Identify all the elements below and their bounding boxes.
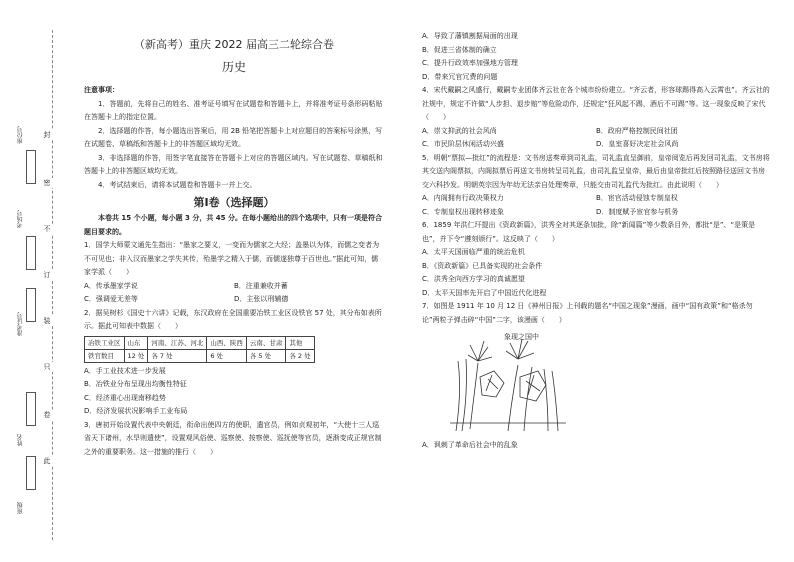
option-a[interactable]: A．导致了藩镇割据局面的出现 <box>422 32 518 40</box>
question-7 <box>422 300 770 453</box>
exam-room-box[interactable] <box>26 236 36 270</box>
notice-heading: 注意事项： <box>84 86 119 94</box>
subject-title: 历史 <box>221 60 246 74</box>
option-c[interactable]: C．专制皇权出现转移迹象 <box>422 207 504 216</box>
option-d[interactable]: D．经济发展状况影响手工业布局 <box>84 407 188 415</box>
option-d[interactable]: D．太平天国率先开启了中国近代化进程 <box>422 288 547 297</box>
question-stem: 7．如图是 1911 年 10 月 12 日《神州日报》上刊载的题名“中国之现象”漫画，画中“国有政策”和“格杀勿论”两粒子弹击碎“中国”二字，该漫画（ ） <box>422 302 753 324</box>
cartoon-image <box>448 331 568 435</box>
option-d[interactable]: D．主张以刑辅德 <box>234 295 289 303</box>
seal-char: 装 <box>40 316 54 326</box>
class-box[interactable] <box>26 456 36 490</box>
option-b[interactable]: B．政府严格控制民间社团 <box>596 126 678 135</box>
admission-number-label: 准考证号 <box>17 312 24 336</box>
answer-options <box>422 125 770 152</box>
question-stem: 6．1859 年洪仁玕提出《资政新篇》，洪秀全对其逐条加批，除“新闻篇”等少数条目外，都批“是”、“是策是也”，并下令“遵刻颁行”。这反映了（ ） <box>422 221 756 243</box>
question-stem: 4．宋代戴嗣之风盛行，戴嗣专业团体齐云社在各个城市纷纷建立。“齐云者，形容球踢得高入云霄也”。齐云社的社规中，规定不许做“人步担、退步赔”等危险动作，还规定“狂风起不踢，酒后不可踢”等。这一现象反映了宋代（ ） <box>422 86 770 121</box>
option-c[interactable]: C．强调爱无差等 <box>84 295 138 303</box>
seal-char: 卷 <box>40 410 54 420</box>
option-a[interactable]: A．太平天国面临严重的统治危机 <box>422 248 525 256</box>
option-b[interactable]: B．促进三省体制的确立 <box>422 45 497 54</box>
question-stem: 5．明朝“票拟—批红”的流程是：文书房送奏章到司礼监，司礼监直呈御前，皇帝阅览后再发回司礼监，文书房将其交送内阁票拟，内阁拟票后再送文书房转呈司礼监，由司礼监呈皇帝，最后由皇帝批红后按照路径送回文书房交六科抄发。明朝英宗因为年幼无法亲自处理奏章，只能交由司礼监代为批红。由此说明（ ） <box>422 153 770 189</box>
admission-number-box[interactable] <box>26 288 36 322</box>
answer-options <box>84 280 384 307</box>
binding-margin <box>0 0 70 562</box>
question-1 <box>84 239 384 307</box>
question-stem: 1．国学大师蒙文通先生指出：“墨家之要义，一变而为儒家之大经；盖墨以为体，而儒之变者为不可见也；非入汉而墨家之学失其传，殆墨学之精入于儒，而儒遂独尊于百世也。”据此可知，儒家学派（ ） <box>84 241 380 276</box>
option-c[interactable]: C．经济重心出现南移趋势 <box>84 393 166 402</box>
option-a[interactable]: A．手工业技术进一步发展 <box>84 366 166 375</box>
option-c[interactable]: C．市民阶层休闲活动兴盛 <box>422 140 504 148</box>
iron-office-table <box>84 336 315 363</box>
option-b[interactable]: B．注重兼收并蓄 <box>234 281 288 290</box>
question-3 <box>84 419 384 460</box>
table-row <box>85 336 315 349</box>
part1-intro: 本卷共 15 个小题，每小题 3 分，共 45 分。在每小题给出的四个选项中，只有一项是符合题目要求的。 <box>84 214 382 236</box>
option-c[interactable]: C．洪秀全向西方学习的真诚愿望 <box>422 275 525 283</box>
table-row <box>85 349 315 362</box>
seat-number-box[interactable] <box>26 150 36 184</box>
table-cell: 云南、甘肃 <box>246 336 286 349</box>
answer-options <box>422 192 770 219</box>
table-cell: 各 2 处 <box>286 349 314 362</box>
table-cell: 河南、江苏、河北 <box>148 336 207 349</box>
table-cell: 各 5 处 <box>246 349 286 362</box>
seal-char: 密 <box>40 178 54 188</box>
table-cell: 6 处 <box>207 349 247 362</box>
option-a[interactable]: A．讽刺了革命后社会中的乱象 <box>422 441 518 449</box>
table-cell: 山西、陕西 <box>207 336 247 349</box>
question-stem: 2．据吴树杉《国史十六讲》记载，东汉政府在全国重要冶铁工业区设铁官 57 处，其分布如表所示。据此可知表中数据（ ） <box>84 308 382 330</box>
table-cell: 其他 <box>286 336 314 349</box>
question-3-options <box>422 30 770 84</box>
notice-item: 1．答题前，先将自己的姓名、准考证号填写在试题卷和答题卡上，并将准考证号条形码粘贴在答题卡上的指定位置。 <box>84 99 383 121</box>
name-box[interactable] <box>26 392 36 426</box>
table-cell: 各 7 处 <box>148 349 207 362</box>
left-column <box>84 0 384 459</box>
seal-char: 只 <box>40 362 54 372</box>
seal-char: 订 <box>40 270 54 280</box>
table-cell: 铁官数目 <box>85 349 125 362</box>
seal-char: 封 <box>40 130 54 140</box>
option-a[interactable]: A．内阁拥有行政决策权力 <box>422 194 504 202</box>
table-cell: 山东 <box>124 336 148 349</box>
table-cell: 冶铁工业区 <box>85 336 125 349</box>
option-d[interactable]: D．皇室喜好决定社会风尚 <box>596 140 679 148</box>
notice-item: 3．非选择题的作答，用签字笔直接答在答题卡上对应的答题区域内。写在试题卷、草稿纸和答题卡上的非答题区域均无效。 <box>84 153 383 175</box>
question-6 <box>422 219 770 300</box>
exam-title: （新高考）重庆 2022 届高三二轮综合卷 <box>134 38 334 51</box>
part1-title: 第Ⅰ卷（选择题） <box>193 196 275 209</box>
name-label: 姓名 <box>17 434 24 446</box>
class-label: 班级 <box>17 502 24 514</box>
option-d[interactable]: D．带来冗官冗费的问题 <box>422 72 498 81</box>
option-b[interactable]: B．《资政新篇》已具备实现的社会条件 <box>422 261 543 270</box>
option-d[interactable]: D．制度赋予宦官参与机务 <box>596 207 679 216</box>
option-b[interactable]: B．宦官活动侵蚀专制皇权 <box>596 194 678 202</box>
cartoon-title: 象现之国中 <box>504 333 539 341</box>
shattered-characters-drawing <box>448 331 568 435</box>
option-c[interactable]: C．提升行政效率加强地方管理 <box>422 59 518 67</box>
option-a[interactable]: A．崇文抑武的社会风尚 <box>422 126 497 135</box>
question-4 <box>422 84 770 152</box>
right-column <box>422 30 770 453</box>
option-a[interactable]: A．传承墨家学说 <box>84 281 138 290</box>
notice-item: 4．考试结束后，请将本试题卷和答题卡一并上交。 <box>98 180 257 189</box>
seal-char: 此 <box>40 456 54 466</box>
exam-room-label: 考场号 <box>17 210 24 228</box>
question-stem: 3．唐初开始设置代表中央朝廷，衔命出使四方的使职，遣官员，例如贞观初年，“大使十三人巡省天下诸州，水旱则遣使”，设置观风俗使、巡察使、按察使、巡抚使等官员，逐渐变成正规官制之外的重要职务。这一措施的推行（ ） <box>84 420 382 456</box>
question-5 <box>422 152 770 220</box>
table-cell: 12 处 <box>124 349 148 362</box>
seal-char: 不 <box>40 224 54 234</box>
seat-number-label: 座位号 <box>17 126 24 144</box>
question-2 <box>84 307 384 419</box>
option-b[interactable]: B．冶铁业分布呈现出均衡性特征 <box>84 380 187 388</box>
notice-item: 2．选择题的作答，每小题选出答案后，用 2B 铅笔把答题卡上对应题目的答案标号涂黑，写在试题卷、草稿纸和答题卡上的非答题区域均无效。 <box>84 126 383 148</box>
